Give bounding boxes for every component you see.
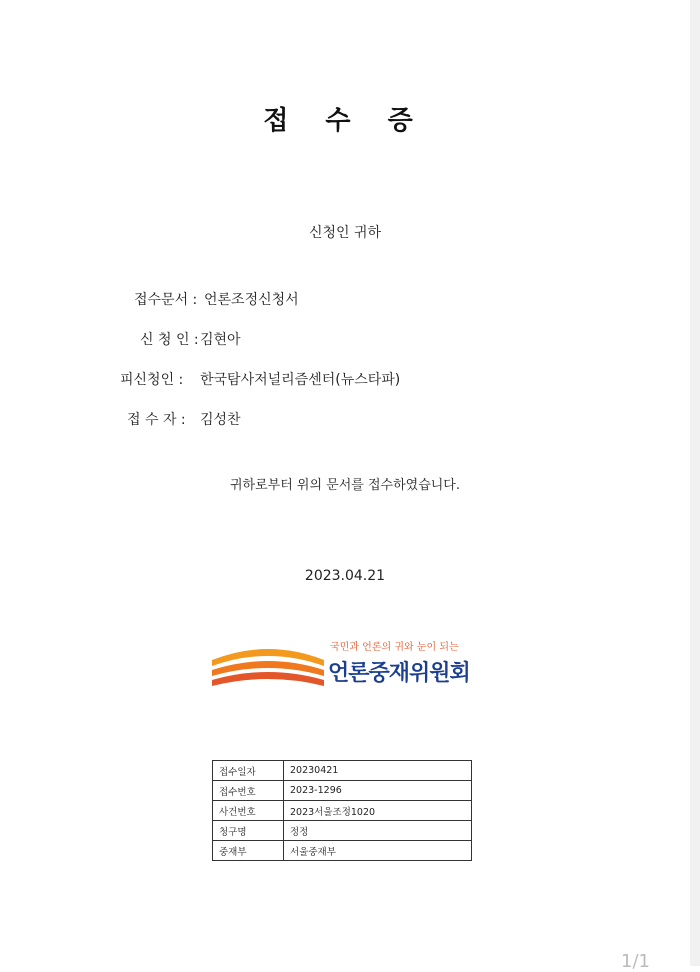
field-label: 접수문서 :: [134, 292, 198, 308]
field-value: 김현아: [200, 332, 241, 348]
page-indicator: 1/1: [621, 951, 650, 972]
document-title: 접 수 증: [263, 106, 427, 136]
field-value: 한국탐사저널리즘센터(뉴스타파): [200, 372, 401, 388]
sunrise-emblem-icon: [210, 636, 326, 696]
field-label: 신 청 인 :: [140, 332, 199, 348]
table-key: 접수번호: [213, 781, 284, 801]
field-value: 김성찬: [200, 412, 241, 428]
receipt-info-table: [212, 760, 472, 861]
table-row: [213, 841, 472, 861]
table-value: 서울중재부: [284, 841, 472, 861]
table-value: 정정: [284, 821, 472, 841]
table-value: 20230421: [284, 761, 472, 781]
table-row: [213, 761, 472, 781]
scrollbar[interactable]: [690, 0, 700, 966]
organization-logo: [210, 636, 490, 696]
field-label: 접 수 자 :: [127, 412, 186, 428]
field-value: 언론조정신청서: [204, 292, 299, 308]
table-row: [213, 781, 472, 801]
table-key: 사건번호: [213, 801, 284, 821]
table-row: [213, 821, 472, 841]
addressee: 신청인 귀하: [308, 225, 382, 241]
table-key: 접수일자: [213, 761, 284, 781]
receipt-message: 귀하로부터 위의 문서를 접수하였습니다.: [229, 478, 460, 493]
table-value: 2023-1296: [284, 781, 472, 801]
logo-name: 언론중재위원회: [328, 661, 470, 686]
field-label: 피신청인 :: [120, 372, 184, 388]
table-key: 중재부: [213, 841, 284, 861]
table-value: 2023서울조정1020: [284, 801, 472, 821]
logo-tagline: 국민과 언론의 귀와 눈이 되는: [330, 642, 459, 653]
receipt-date: 2023.04.21: [304, 568, 386, 584]
table-row: [213, 801, 472, 821]
table-key: 청구명: [213, 821, 284, 841]
